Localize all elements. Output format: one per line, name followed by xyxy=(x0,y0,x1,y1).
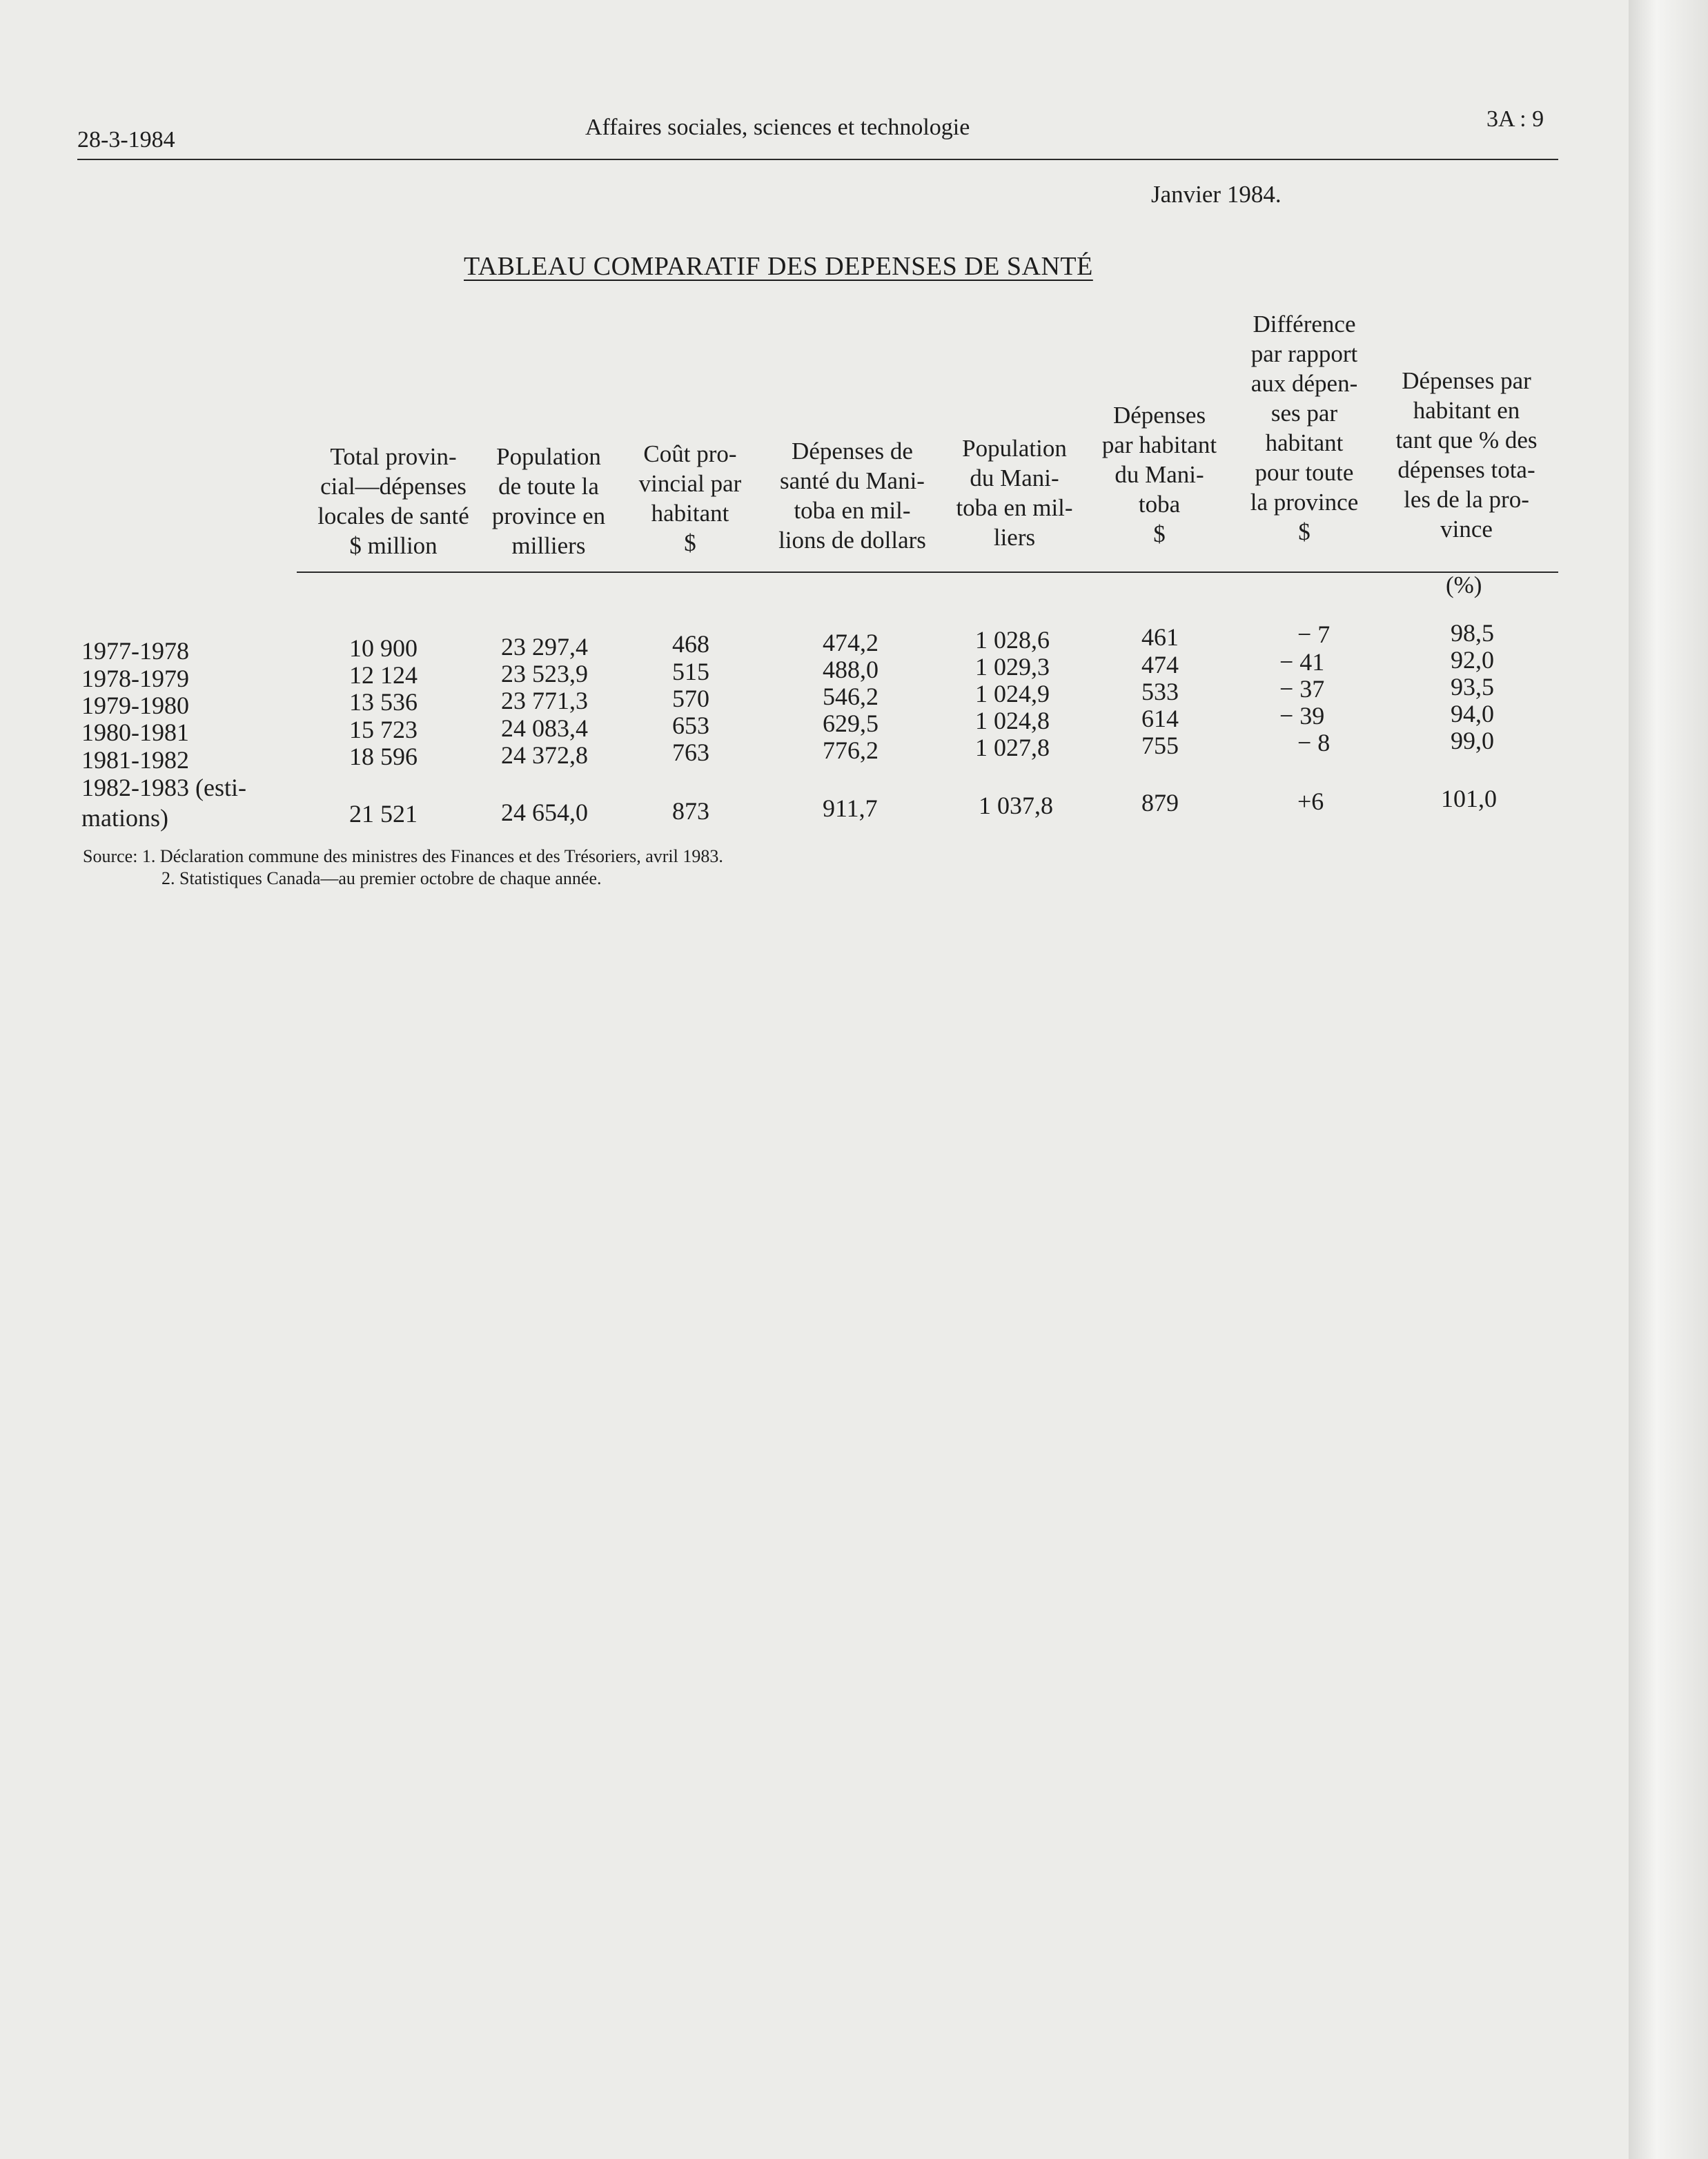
table-cell: 515 xyxy=(672,658,709,685)
table-cell: 24 083,4 xyxy=(501,714,588,742)
table-cell: 24 372,8 xyxy=(501,741,588,769)
table-cell: 101,0 xyxy=(1441,785,1497,812)
table-cell: 879 xyxy=(1141,789,1179,817)
table-cell: 1 037,8 xyxy=(979,792,1053,819)
table-cell: 911,7 xyxy=(823,794,878,822)
table-cell: 92,0 xyxy=(1451,646,1494,674)
table-cell: 474 xyxy=(1141,651,1179,678)
table-cell: 755 xyxy=(1141,732,1179,759)
page-edge-shadow xyxy=(1629,0,1708,2159)
header-date: 28-3-1984 xyxy=(77,127,175,153)
table-cell: 488,0 xyxy=(823,656,878,683)
source-note-1: Source: 1. Déclaration commune des ministres des Finances et des Trésoriers, avril 1983. xyxy=(83,846,723,866)
col-header-depenses-habitant-manitoba: Dépenses par habitant du Mani- toba $ xyxy=(1101,402,1217,547)
table-cell: 763 xyxy=(672,739,709,766)
table-cell: − 39 xyxy=(1279,702,1325,730)
table-cell: 614 xyxy=(1141,705,1179,732)
date-line: Janvier 1984. xyxy=(1151,181,1282,208)
table-header-rule xyxy=(297,572,1558,573)
table-cell: 474,2 xyxy=(823,629,878,656)
table-cell: 21 521 xyxy=(349,800,418,828)
table-cell: 1 027,8 xyxy=(975,734,1050,761)
header-page-number: 3A : 9 xyxy=(1486,106,1544,132)
table-cell: 1 024,9 xyxy=(975,680,1050,707)
table-cell: 93,5 xyxy=(1451,673,1494,701)
row-label: 1982-1983 (esti- xyxy=(81,774,246,801)
table-cell: − 8 xyxy=(1297,729,1331,756)
table-cell: 461 xyxy=(1141,623,1179,651)
row-label: 1981-1982 xyxy=(81,746,189,774)
pct-label: (%) xyxy=(1446,572,1482,598)
table-cell: 570 xyxy=(672,685,709,712)
table-cell: 468 xyxy=(672,630,709,658)
header-title: Affaires sociales, sciences et technologie xyxy=(585,115,970,140)
table-cell: +6 xyxy=(1297,788,1324,815)
row-label: 1977-1978 xyxy=(81,637,189,665)
header-rule xyxy=(77,159,1558,160)
row-label-continuation: mations) xyxy=(81,804,168,832)
table-cell: 99,0 xyxy=(1451,727,1494,754)
table-cell: 23 297,4 xyxy=(501,633,588,661)
table-cell: 12 124 xyxy=(349,661,418,689)
row-label: 1978-1979 xyxy=(81,665,189,692)
table-cell: 15 723 xyxy=(349,716,418,743)
table-cell: 653 xyxy=(672,712,709,739)
col-header-population-province: Population de toute la province en milliers xyxy=(491,443,606,559)
table-cell: 18 596 xyxy=(349,743,418,770)
source-note-2: 2. Statistiques Canada—au premier octobre de chaque année. xyxy=(161,868,602,888)
table-cell: 873 xyxy=(672,797,709,825)
table-cell: 10 900 xyxy=(349,634,418,662)
col-header-population-manitoba: Population du Mani- toba en mil- liers xyxy=(956,435,1073,551)
col-header-difference: Différence par rapport aux dépen- ses par habitant pour toute la province $ xyxy=(1250,311,1359,545)
table-cell: 23 771,3 xyxy=(501,687,588,714)
col-header-cout-provincial: Coût pro- vincial par habitant $ xyxy=(638,440,742,556)
table-cell: − 41 xyxy=(1279,648,1325,676)
table-cell: 629,5 xyxy=(823,710,878,737)
table-cell: 98,5 xyxy=(1451,619,1494,647)
table-cell: 13 536 xyxy=(349,688,418,716)
table-cell: 546,2 xyxy=(823,683,878,710)
col-header-total-provincial: Total provin- cial—dépenses locales de santé $ million xyxy=(317,443,469,559)
col-header-depenses-manitoba: Dépenses de santé du Mani- toba en mil- lions de dollars xyxy=(778,438,926,554)
table-cell: − 7 xyxy=(1297,621,1331,648)
table-cell: 1 024,8 xyxy=(975,707,1050,734)
table-cell: 533 xyxy=(1141,678,1179,705)
table-cell: 24 654,0 xyxy=(501,799,588,826)
table-cell: 94,0 xyxy=(1451,700,1494,727)
table-cell: 1 029,3 xyxy=(975,653,1050,681)
table-title: TABLEAU COMPARATIF DES DEPENSES DE SANTÉ xyxy=(464,252,1093,281)
table-cell: 23 523,9 xyxy=(501,660,588,687)
table-cell: 776,2 xyxy=(823,736,878,764)
table-cell: 1 028,6 xyxy=(975,626,1050,654)
col-header-pourcentage: Dépenses par habitant en tant que % des dépenses tota- les de la pro- vince xyxy=(1395,367,1538,543)
row-label: 1980-1981 xyxy=(81,719,189,746)
table-cell: − 37 xyxy=(1279,675,1325,703)
row-label: 1979-1980 xyxy=(81,692,189,719)
